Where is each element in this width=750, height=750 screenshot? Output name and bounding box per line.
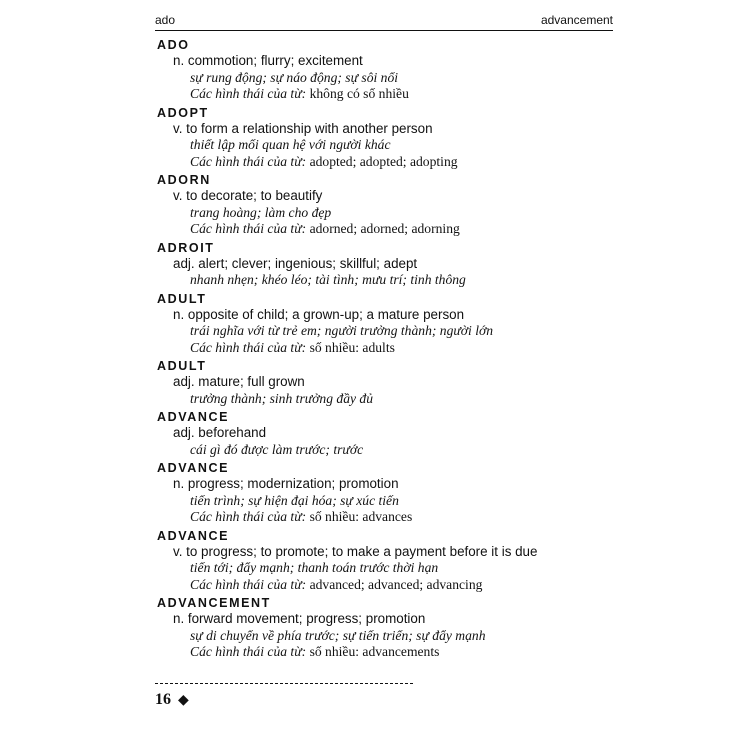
entry-translation: trái nghĩa với từ trẻ em; người trưởng thành; người lớn: [190, 323, 494, 338]
dictionary-entry: [157, 292, 617, 360]
footer-rule: [155, 683, 413, 684]
word-forms-label: Các hình thái của từ:: [190, 339, 307, 355]
entry-definition: n. forward movement; progress; promotion: [173, 611, 426, 626]
dictionary-entry: [157, 410, 617, 461]
header-first-word: ado: [155, 13, 176, 27]
entry-definition: adj. beforehand: [173, 425, 267, 440]
dictionary-entry: [157, 461, 617, 529]
entry-translation: tiến tới; đẩy mạnh; thanh toán trước thời hạn: [190, 560, 439, 575]
dictionary-entry: [157, 359, 617, 410]
entry-word-forms: [157, 340, 617, 357]
word-forms-label: Các hình thái của từ:: [190, 153, 307, 169]
entry-translation: sự di chuyển về phía trước; sự tiến triển; sự đẩy mạnh: [190, 627, 486, 643]
entry-word-forms: [157, 86, 617, 103]
word-forms-value: số nhiều: advances: [309, 509, 413, 524]
word-forms-value: adorned; adorned; adorning: [309, 221, 460, 236]
dictionary-entry: [157, 38, 617, 106]
entry-headword: ADVANCE: [157, 410, 230, 424]
entry-definition: v. to decorate; to beautify: [173, 188, 323, 203]
page-number: 16: [155, 691, 171, 708]
entry-translation: thiết lập mối quan hệ với người khác: [190, 137, 391, 152]
entry-headword: ADROIT: [157, 240, 215, 255]
word-forms-value: số nhiều: advancements: [309, 644, 440, 659]
entry-word-forms: [157, 221, 617, 238]
entry-translation: trang hoàng; làm cho đẹp: [190, 204, 332, 220]
word-forms-value: số nhiều: adults: [309, 339, 395, 355]
entry-word-forms: [157, 644, 617, 661]
entry-headword: ADULT: [157, 359, 207, 373]
entry-word-forms: [157, 154, 617, 171]
header-last-word: advancement: [540, 13, 613, 27]
entry-translation: nhanh nhẹn; khéo léo; tài tình; mưu trí; tinh thông: [190, 272, 466, 287]
entry-headword: ADVANCE: [157, 528, 230, 543]
word-forms-value: advanced; advanced; advancing: [309, 576, 483, 592]
dictionary-entry: [157, 596, 617, 664]
word-forms-value: không có số nhiều: [309, 86, 409, 101]
entry-translation: tiến trình; sự hiện đại hóa; sự xúc tiến: [190, 492, 399, 508]
entry-translation: sự rung động; sự náo động; sự sôi nổi: [190, 69, 399, 85]
entry-headword: ADVANCEMENT: [157, 596, 271, 610]
word-forms-label: Các hình thái của từ:: [190, 509, 307, 524]
word-forms-label: Các hình thái của từ:: [190, 221, 307, 236]
entry-definition: n. opposite of child; a grown-up; a mature person: [173, 306, 465, 322]
dictionary-entry: [157, 241, 617, 292]
entry-word-forms: [157, 509, 617, 526]
entry-headword: ADULT: [157, 291, 207, 306]
entry-headword: ADOPT: [157, 105, 209, 120]
entry-definition: adj. alert; clever; ingenious; skillful; adept: [173, 255, 418, 271]
word-forms-label: Các hình thái của từ:: [190, 86, 307, 101]
entry-word-forms: [157, 577, 617, 594]
entry-headword: ADO: [157, 38, 190, 52]
entry-headword: ADVANCE: [157, 461, 230, 475]
entry-definition: v. to progress; to promote; to make a payment before it is due: [173, 543, 538, 559]
word-forms-label: Các hình thái của từ:: [190, 644, 307, 659]
word-forms-label: Các hình thái của từ:: [190, 576, 307, 592]
running-header: [155, 12, 613, 31]
entry-definition: n. progress; modernization; promotion: [173, 476, 399, 491]
entry-list: [157, 38, 617, 664]
dictionary-entry: [157, 529, 617, 597]
entry-headword: ADORN: [157, 173, 211, 187]
entry-translation: trưởng thành; sinh trưởng đầy đủ: [190, 390, 374, 406]
entry-definition: n. commotion; flurry; excitement: [173, 53, 363, 68]
entry-definition: adj. mature; full grown: [173, 374, 305, 389]
diamond-icon: ◆: [178, 692, 189, 708]
dictionary-entry: [157, 173, 617, 241]
entry-translation: cái gì đó được làm trước; trước: [190, 441, 364, 457]
dictionary-entry: [157, 106, 617, 174]
word-forms-value: adopted; adopted; adopting: [309, 153, 458, 169]
entry-definition: v. to form a relationship with another person: [173, 120, 433, 136]
